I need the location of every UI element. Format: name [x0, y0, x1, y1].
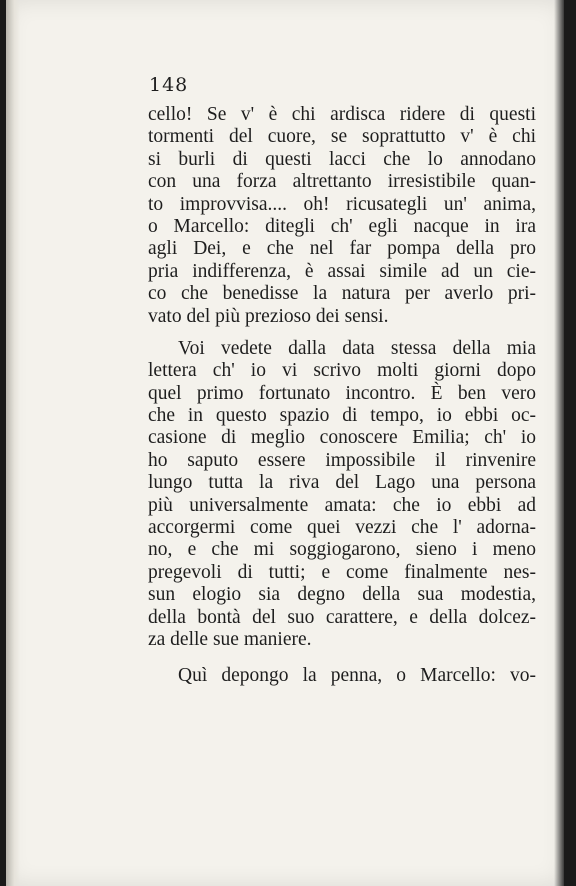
page-spine-shadow: [6, 0, 20, 886]
text-line: to improvvisa.... oh! ricusategli un' anima,: [148, 193, 536, 215]
text-line: più universalmente amata: che io ebbi ad: [148, 494, 536, 516]
text-line: vato del più prezioso dei sensi.: [148, 305, 389, 327]
text-line: o Marcello: ditegli ch' egli nacque in ira: [148, 215, 536, 237]
text-line: casione di meglio conoscere Emilia; ch' io: [148, 427, 536, 449]
text-line: lettera ch' io vi scrivo molti giorni dopo: [148, 360, 536, 382]
text-line: sun elogio sia degno della sua modestia,: [148, 584, 536, 606]
paragraph-gap: [148, 651, 536, 665]
text-line: agli Dei, e che nel far pompa della pro: [148, 238, 536, 260]
page-edge-shadow: [554, 0, 564, 886]
book-page: [6, 0, 564, 886]
paragraph-1: [148, 104, 536, 328]
text-line: co che benedisse la natura per averlo pri-: [148, 283, 536, 305]
text-line: lungo tutta la riva del Lago una persona: [148, 472, 536, 494]
text-line: accorgermi come quei vezzi che l' adorna-: [148, 517, 536, 539]
text-line: con una forza altrettanto irresistibile quan-: [148, 171, 536, 193]
page-text: [148, 104, 536, 688]
text-line: Quì depongo la penna, o Marcello: vo-: [178, 665, 536, 687]
text-line: che in questo spazio di tempo, io ebbi oc-: [148, 405, 536, 427]
text-line: no, e che mi soggiogarono, sieno i meno: [148, 539, 536, 561]
text-line: pregevoli di tutti; e come finalmente nes-: [148, 561, 536, 583]
text-line: ho saputo essere impossibile il rinvenire: [148, 449, 536, 471]
page-number: 148: [149, 74, 189, 96]
paragraph-3: [148, 665, 536, 687]
text-line: cello! Se v' è chi ardisca ridere di questi: [148, 104, 536, 125]
text-line: za delle sue maniere.: [148, 628, 312, 650]
text-line: si burli di questi lacci che lo annodano: [148, 148, 536, 170]
text-line: Voi vedete dalla data stessa della mia: [178, 337, 536, 359]
text-line: pria indifferenza, è assai simile ad un cie-: [148, 260, 536, 282]
text-line: tormenti del cuore, se soprattutto v' è chi: [148, 126, 536, 148]
text-line: quel primo fortunato incontro. È ben vero: [148, 382, 536, 404]
paragraph-gap: [148, 328, 536, 338]
paragraph-2: [148, 338, 536, 651]
text-line: della bontà del suo carattere, e della dolcez-: [148, 606, 536, 628]
